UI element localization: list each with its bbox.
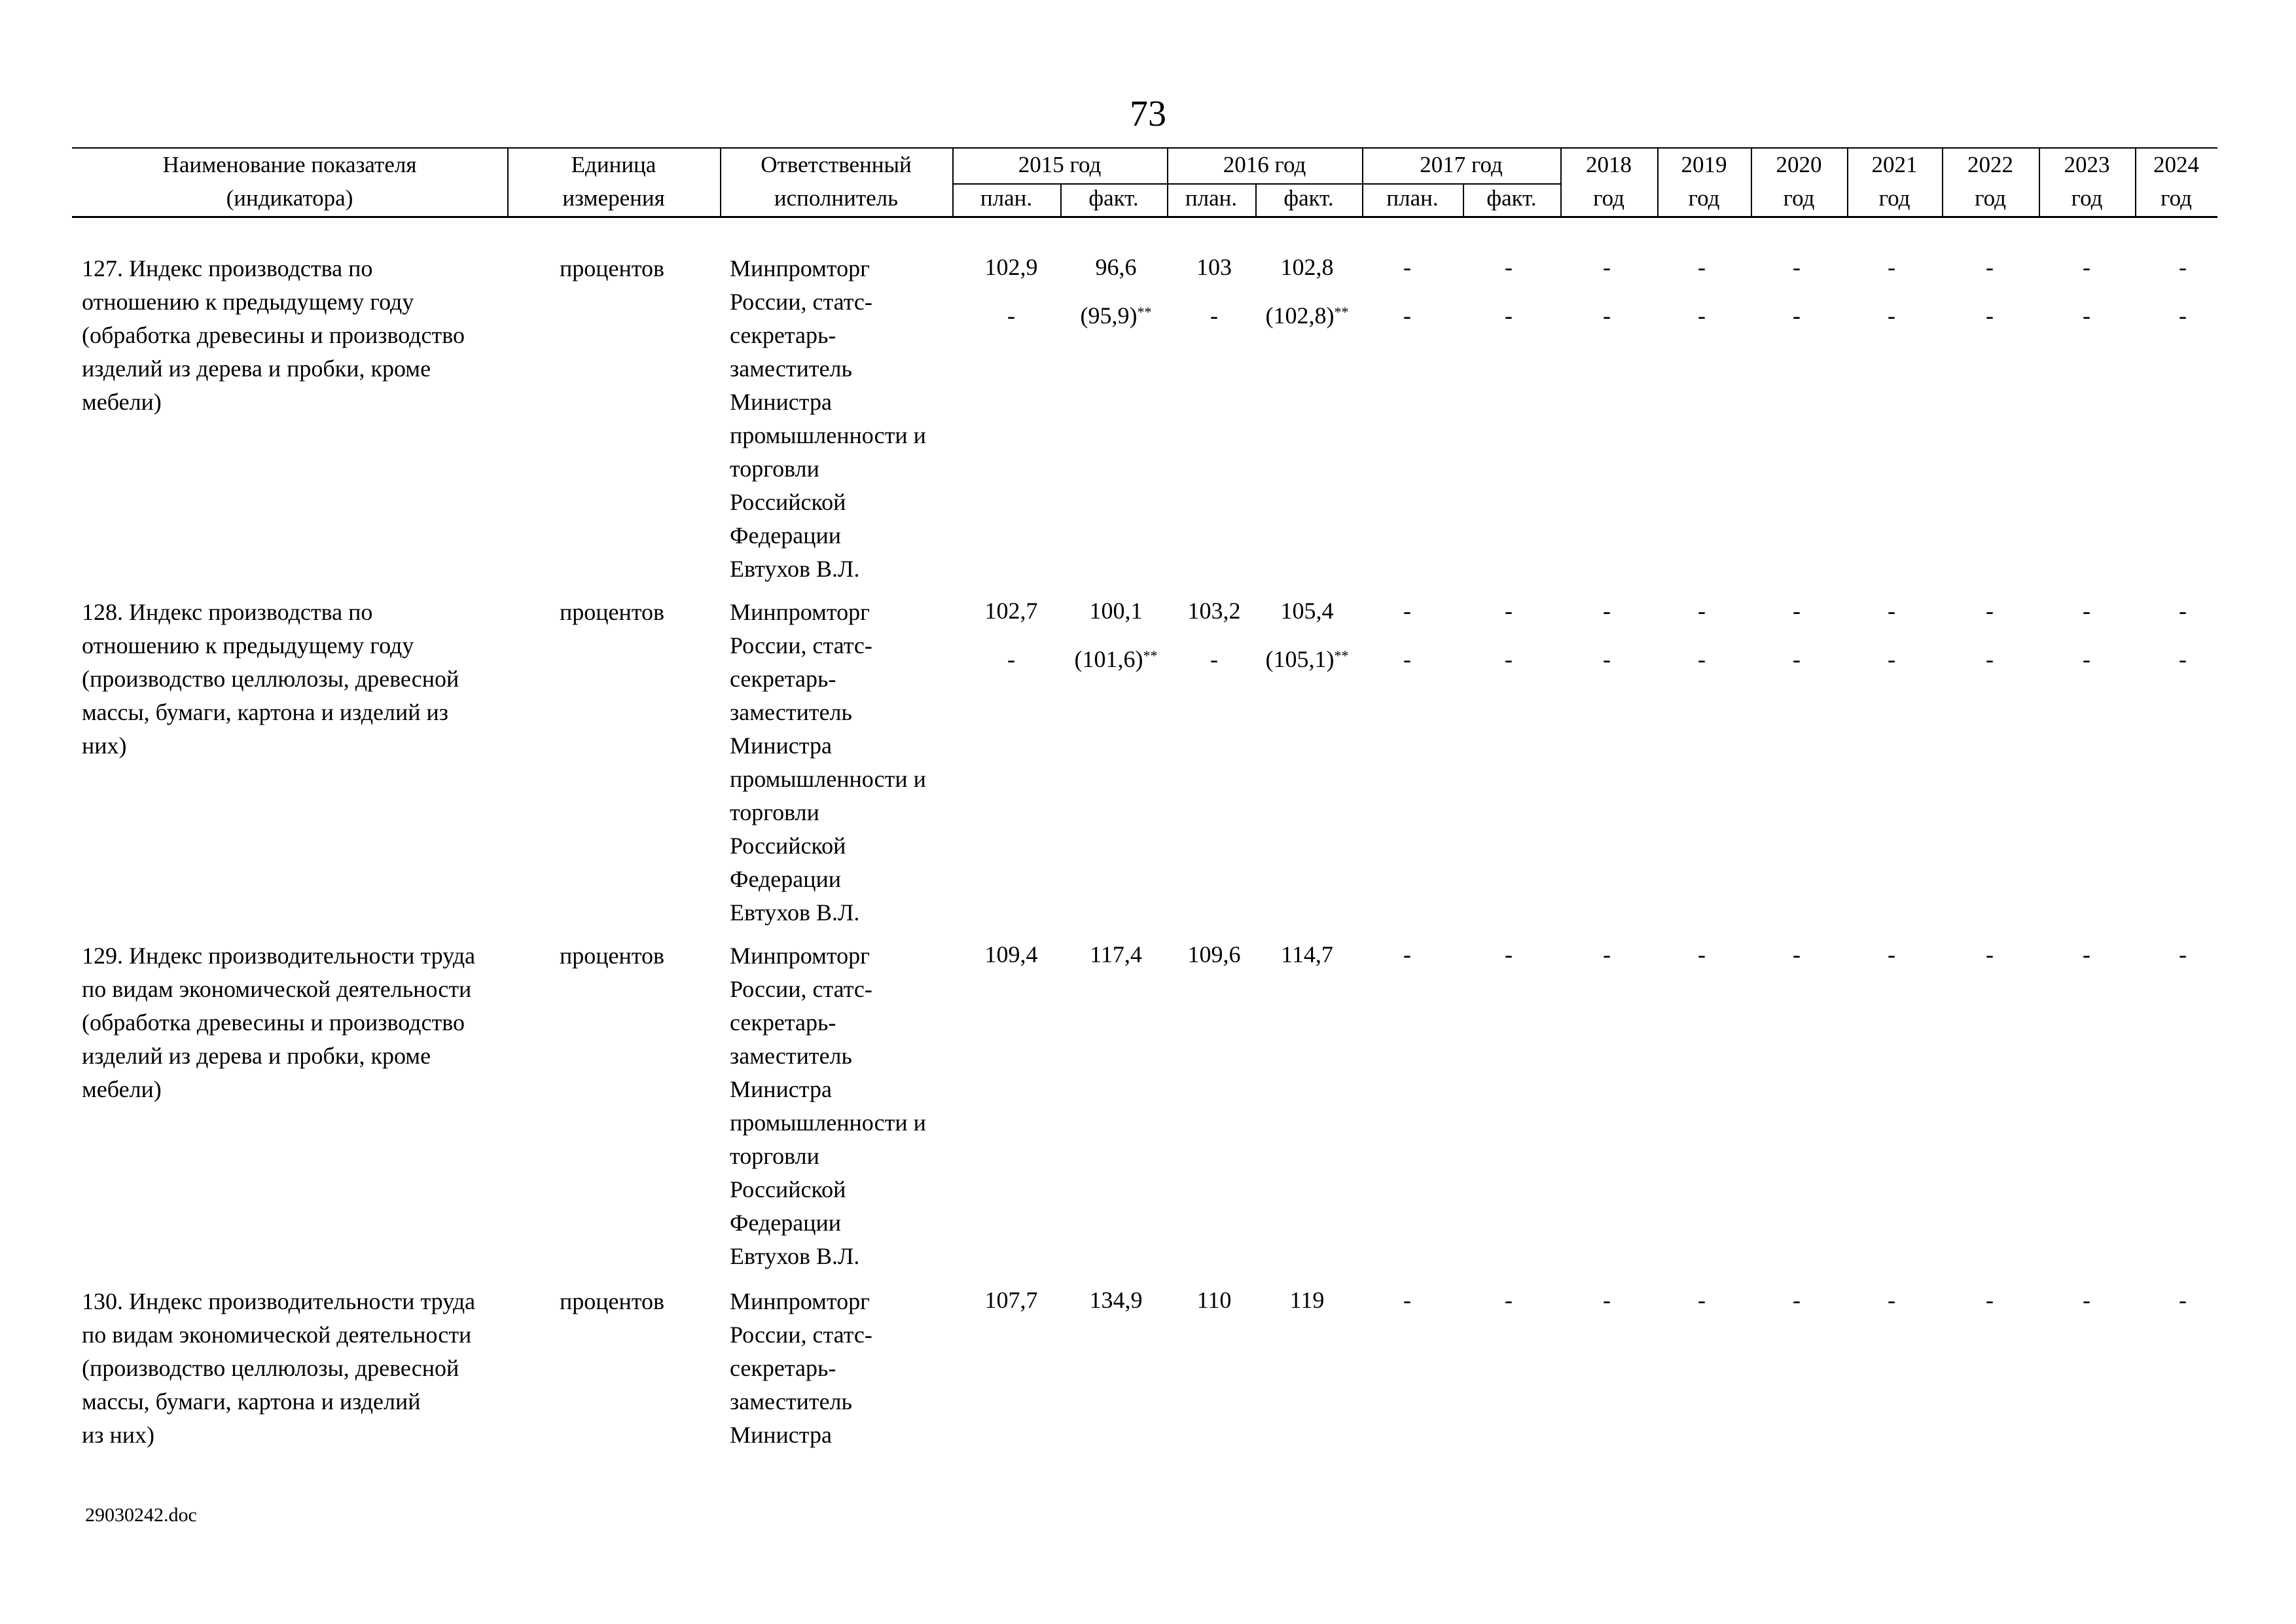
responsible-line: заместитель [730, 1043, 852, 1069]
indicator-name-line: массы, бумаги, картона и изделий из [82, 699, 449, 725]
value-cell: - [1603, 941, 1611, 967]
value-cell: - [1888, 941, 1895, 967]
header-year-word-0: год [1593, 185, 1624, 211]
responsible-line: Министра [730, 389, 832, 415]
indicator-name-line: 129. Индекс производительности труда [82, 943, 476, 969]
value-cell: 119 [1289, 1287, 1325, 1313]
value-cell-corrected: - [1793, 302, 1801, 329]
responsible-line: России, статс- [730, 1322, 872, 1348]
value-cell: - [1698, 598, 1706, 624]
footnote-marker: ** [1137, 304, 1152, 320]
indicator-name-line: по видам экономической деятельности [82, 976, 472, 1002]
value-cell: - [1603, 1287, 1611, 1313]
value-cell-corrected: - [2083, 646, 2090, 672]
value-cell: 102,8 [1280, 254, 1334, 280]
header-year-single-0: 2018 [1586, 152, 1632, 177]
value-cell: - [2083, 598, 2090, 624]
value-cell-corrected: (101,6)** [1074, 646, 1158, 672]
unit-cell: процентов [560, 255, 665, 281]
indicator-name-line: по видам экономической деятельности [82, 1322, 472, 1348]
value-cell: 103,2 [1187, 598, 1241, 624]
responsible-line: России, статс- [730, 976, 872, 1002]
header-name-line1: Наименование показателя [162, 152, 417, 177]
header-year-single-2: 2020 [1776, 152, 1822, 177]
footnote-marker: ** [1334, 647, 1349, 664]
value-cell: - [1888, 598, 1895, 624]
responsible-line: секретарь- [730, 1009, 836, 1036]
responsible-line: заместитель [730, 699, 852, 725]
value-cell: - [1698, 254, 1706, 280]
header-year-word-6: год [2161, 185, 2192, 211]
footnote-marker: ** [1143, 647, 1158, 664]
value-cell-corrected: (95,9)** [1080, 302, 1152, 329]
value-cell: - [1698, 941, 1706, 967]
header-plan-2: план. [1386, 185, 1439, 211]
value-cell-corrected: (102,8)** [1265, 302, 1349, 329]
value-cell: 134,9 [1089, 1287, 1143, 1313]
value-cell: - [1698, 1287, 1706, 1313]
value-cell-corrected: - [2179, 646, 2187, 672]
value-cell: - [2179, 1287, 2187, 1313]
value-cell-corrected: - [1210, 302, 1218, 329]
value-cell: - [2083, 254, 2090, 280]
header-year-single-5: 2023 [2064, 152, 2110, 177]
value-cell: - [1505, 941, 1513, 967]
header-plan-1: план. [1185, 185, 1238, 211]
value-cell: - [1793, 254, 1801, 280]
responsible-line: секретарь- [730, 322, 836, 348]
value-cell: - [1403, 1287, 1411, 1313]
value-cell: 105,4 [1280, 598, 1334, 624]
indicator-name-line: 127. Индекс производства по [82, 255, 373, 281]
value-cell: - [1888, 1287, 1895, 1313]
responsible-line: России, статс- [730, 632, 872, 659]
responsible-line: Российской [730, 1176, 846, 1202]
responsible-line: торговли [730, 456, 819, 482]
value-cell: 96,6 [1095, 254, 1137, 280]
responsible-line: торговли [730, 799, 819, 825]
value-cell-corrected: (105,1)** [1265, 646, 1349, 672]
responsible-line: Федерации [730, 1210, 842, 1236]
header-plan-0: план. [980, 185, 1033, 211]
value-cell: 100,1 [1089, 598, 1143, 624]
footnote-marker: ** [1334, 304, 1349, 320]
header-responsible-line2: исполнитель [774, 185, 899, 211]
indicator-name-line: (обработка древесины и производство [82, 1009, 465, 1036]
value-cell-corrected: - [1007, 302, 1015, 329]
header-responsible-line1: Ответственный [761, 152, 912, 177]
value-cell: - [1603, 254, 1611, 280]
header-name-line2: (индикатора) [226, 185, 353, 211]
value-cell: - [1986, 941, 1994, 967]
header-year-word-3: год [1878, 185, 1910, 211]
header-year-single-6: 2024 [2153, 152, 2199, 177]
indicator-name-line: из них) [82, 1422, 155, 1448]
responsible-line: Минпромторг [730, 599, 870, 625]
value-cell-corrected: - [1505, 302, 1513, 329]
value-cell-corrected: - [1603, 646, 1611, 672]
indicator-name-line: отношению к предыдущему году [82, 289, 414, 315]
responsible-line: России, статс- [730, 289, 872, 315]
responsible-line: Федерации [730, 522, 842, 549]
indicator-name-line: них) [82, 732, 127, 759]
header-unit-line1: Единица [571, 152, 656, 177]
header-year-0: 2015 год [1018, 152, 1102, 177]
value-cell-corrected: - [1403, 302, 1411, 329]
header-year-single-1: 2019 [1681, 152, 1727, 177]
header-year-2: 2017 год [1420, 152, 1503, 177]
value-cell: 114,7 [1281, 941, 1333, 967]
indicator-name-line: (производство целлюлозы, древесной [82, 1355, 459, 1381]
value-cell: 103 [1196, 254, 1232, 280]
value-cell-corrected: - [1210, 646, 1218, 672]
indicator-name-line: изделий из дерева и пробки, кроме [82, 1043, 431, 1069]
value-cell-corrected: - [1888, 302, 1895, 329]
responsible-line: промышленности и [730, 766, 926, 792]
value-cell: - [2083, 941, 2090, 967]
header-year-1: 2016 год [1223, 152, 1306, 177]
value-cell: - [1986, 598, 1994, 624]
responsible-line: промышленности и [730, 1110, 926, 1136]
value-cell: - [2179, 598, 2187, 624]
value-cell: - [1986, 254, 1994, 280]
responsible-line: Минпромторг [730, 255, 870, 281]
indicator-name-line: (производство целлюлозы, древесной [82, 666, 459, 692]
responsible-line: секретарь- [730, 666, 836, 692]
header-year-single-3: 2021 [1871, 152, 1918, 177]
header-bottom-rule [72, 216, 2217, 218]
header-fact-1: факт. [1283, 185, 1334, 211]
value-cell: - [1403, 598, 1411, 624]
value-cell-corrected: - [1698, 302, 1706, 329]
value-cell: - [1603, 598, 1611, 624]
responsible-line: Федерации [730, 866, 842, 892]
value-cell-corrected: - [1793, 646, 1801, 672]
value-cell: - [1403, 254, 1411, 280]
value-cell-corrected: - [2083, 302, 2090, 329]
value-cell-corrected: - [1888, 646, 1895, 672]
indicator-name-line: массы, бумаги, картона и изделий [82, 1388, 421, 1415]
indicator-name-line: мебели) [82, 389, 162, 415]
header-unit-line2: измерения [562, 185, 665, 211]
header-year-word-4: год [1975, 185, 2006, 211]
value-cell: - [1888, 254, 1895, 280]
unit-cell: процентов [560, 943, 665, 969]
header-fact-2: факт. [1486, 185, 1537, 211]
value-cell: - [1505, 1287, 1513, 1313]
responsible-line: Российской [730, 833, 846, 859]
responsible-line: заместитель [730, 355, 852, 382]
value-cell: - [1505, 598, 1513, 624]
header-year-single-4: 2022 [1967, 152, 2013, 177]
value-cell-corrected: - [1007, 646, 1015, 672]
document-filename: 29030242.doc [85, 1504, 197, 1526]
value-cell-corrected: - [1986, 302, 1994, 329]
indicator-name-line: отношению к предыдущему году [82, 632, 414, 659]
responsible-line: Министра [730, 1422, 832, 1448]
indicator-name-line: (обработка древесины и производство [82, 322, 465, 348]
value-cell: 102,7 [984, 598, 1038, 624]
responsible-line: Евтухов В.Л. [730, 556, 860, 582]
value-cell: - [1793, 1287, 1801, 1313]
value-cell: - [2179, 254, 2187, 280]
header-fact-0: факт. [1088, 185, 1139, 211]
responsible-line: Евтухов В.Л. [730, 1243, 860, 1269]
value-cell: - [1986, 1287, 1994, 1313]
responsible-line: Российской [730, 489, 846, 515]
value-cell-corrected: - [1603, 302, 1611, 329]
value-cell-corrected: - [1986, 646, 1994, 672]
responsible-line: Минпромторг [730, 943, 870, 969]
indicator-name-line: мебели) [82, 1076, 162, 1102]
responsible-line: Минпромторг [730, 1288, 870, 1314]
responsible-line: Евтухов В.Л. [730, 899, 860, 926]
header-year-word-1: год [1688, 185, 1720, 211]
unit-cell: процентов [560, 1288, 665, 1314]
value-cell: - [1505, 254, 1513, 280]
value-cell-corrected: - [1403, 646, 1411, 672]
value-cell: 109,6 [1187, 941, 1241, 967]
value-cell: - [2083, 1287, 2090, 1313]
header-year-word-5: год [2071, 185, 2103, 211]
value-cell-corrected: - [2179, 302, 2187, 329]
responsible-line: Министра [730, 732, 832, 759]
page-number: 73 [1130, 94, 1166, 134]
value-cell: 102,9 [984, 254, 1038, 280]
indicator-name-line: 130. Индекс производительности труда [82, 1288, 476, 1314]
value-cell: 107,7 [984, 1287, 1038, 1313]
responsible-line: заместитель [730, 1388, 852, 1415]
value-cell-corrected: - [1698, 646, 1706, 672]
value-cell: 109,4 [984, 941, 1038, 967]
value-cell: - [1403, 941, 1411, 967]
value-cell-corrected: - [1505, 646, 1513, 672]
responsible-line: торговли [730, 1143, 819, 1169]
value-cell: 117,4 [1090, 941, 1142, 967]
value-cell: - [2179, 941, 2187, 967]
value-cell: 110 [1196, 1287, 1232, 1313]
responsible-line: Министра [730, 1076, 832, 1102]
header-year-word-2: год [1783, 185, 1815, 211]
value-cell: - [1793, 941, 1801, 967]
indicator-name-line: 128. Индекс производства по [82, 599, 373, 625]
responsible-line: секретарь- [730, 1355, 836, 1381]
indicator-name-line: изделий из дерева и пробки, кроме [82, 355, 431, 382]
value-cell: - [1793, 598, 1801, 624]
unit-cell: процентов [560, 599, 665, 625]
responsible-line: промышленности и [730, 422, 926, 448]
